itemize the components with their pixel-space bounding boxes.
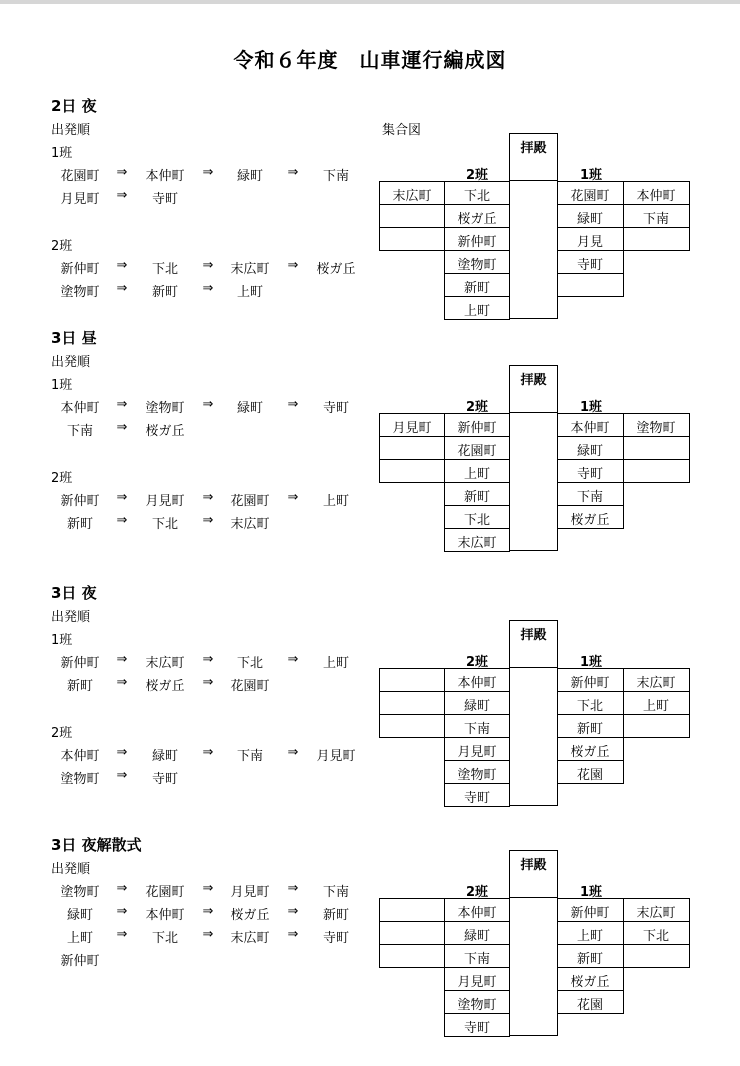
route-town: 花園町 (230, 494, 270, 509)
route-town: 上町 (322, 494, 349, 509)
left-inner-town: 新仲町 (457, 421, 497, 436)
route-town: 末広町 (230, 517, 270, 532)
right-inner-town: 緑町 (576, 212, 603, 227)
route-town: 新町 (66, 517, 93, 532)
route-town: 新町 (322, 908, 349, 923)
left-inner-town: 塗物町 (457, 258, 497, 273)
haiden-divider (509, 412, 558, 413)
right-outer-cell (623, 227, 690, 251)
haiden-column (509, 620, 558, 806)
haiden-label: 拝殿 (520, 628, 547, 643)
left-inner-town: 新町 (463, 490, 490, 505)
right-outer-town: 末広町 (636, 906, 676, 921)
departure-order-label: 出発順 (51, 355, 91, 370)
route-town: 新仲町 (60, 656, 100, 671)
route-town: 緑町 (66, 908, 93, 923)
group1-header: 1班 (579, 168, 603, 183)
right-inner-town: 新仲町 (570, 676, 610, 691)
top-border (0, 0, 740, 4)
left-inner-town: 寺町 (463, 1021, 490, 1036)
left-inner-town: 緑町 (463, 699, 490, 714)
section-title: 2日 夜 (51, 97, 97, 115)
right-inner-town: 桜ガ丘 (570, 513, 610, 528)
arrow-icon: ⇒ (202, 165, 214, 180)
right-inner-town: 寺町 (576, 258, 603, 273)
arrow-icon: ⇒ (287, 927, 299, 942)
left-outer-cell (379, 921, 445, 945)
section-title: 3日 昼 (51, 329, 97, 347)
section-title: 3日 夜 (51, 584, 97, 602)
haiden-column (509, 133, 558, 319)
left-inner-town: 上町 (463, 467, 490, 482)
route-town: 寺町 (322, 931, 349, 946)
arrow-icon: ⇒ (202, 675, 214, 690)
route-town: 下南 (236, 749, 263, 764)
route-town: 月見町 (60, 192, 100, 207)
arrow-icon: ⇒ (116, 927, 128, 942)
right-outer-cell (623, 436, 690, 460)
arrow-icon: ⇒ (116, 420, 128, 435)
arrow-icon: ⇒ (202, 281, 214, 296)
right-outer-cell (623, 944, 690, 968)
route-town: 桜ガ丘 (316, 262, 356, 277)
haiden-divider (509, 897, 558, 898)
right-inner-town: 月見 (576, 235, 603, 250)
route-town: 緑町 (151, 749, 178, 764)
left-outer-town: 末広町 (392, 189, 432, 204)
route-town: 寺町 (151, 192, 178, 207)
route-town: 上町 (66, 931, 93, 946)
left-inner-town: 月見町 (457, 975, 497, 990)
arrow-icon: ⇒ (202, 490, 214, 505)
route-town: 緑町 (236, 169, 263, 184)
arrow-icon: ⇒ (116, 881, 128, 896)
arrow-icon: ⇒ (116, 768, 128, 783)
left-inner-town: 下北 (463, 513, 490, 528)
haiden-label: 拝殿 (520, 141, 547, 156)
haiden-divider (509, 667, 558, 668)
arrow-icon: ⇒ (116, 675, 128, 690)
left-outer-cell (379, 436, 445, 460)
arrow-icon: ⇒ (116, 165, 128, 180)
left-outer-cell (379, 691, 445, 715)
route-town: 下南 (322, 169, 349, 184)
arrow-icon: ⇒ (116, 652, 128, 667)
left-inner-town: 塗物町 (457, 998, 497, 1013)
left-outer-cell (379, 459, 445, 483)
route-town: 新町 (151, 285, 178, 300)
left-outer-cell (379, 714, 445, 738)
right-outer-cell (623, 714, 690, 738)
route-town: 上町 (322, 656, 349, 671)
left-outer-cell (379, 204, 445, 228)
right-inner-town: 下南 (576, 490, 603, 505)
route-town: 本仲町 (145, 169, 185, 184)
arrow-icon: ⇒ (202, 745, 214, 760)
route-town: 下北 (151, 262, 178, 277)
left-outer-cell (379, 668, 445, 692)
right-inner-town: 桜ガ丘 (570, 975, 610, 990)
departure-order-label: 出発順 (51, 862, 91, 877)
arrow-icon: ⇒ (287, 881, 299, 896)
left-inner-town: 本仲町 (457, 906, 497, 921)
group2-header: 2班 (465, 168, 489, 183)
haiden-divider (509, 180, 558, 181)
arrow-icon: ⇒ (116, 281, 128, 296)
route-town: 緑町 (236, 401, 263, 416)
left-inner-town: 下南 (463, 952, 490, 967)
group2-header: 2班 (465, 655, 489, 670)
arrow-icon: ⇒ (287, 490, 299, 505)
arrow-icon: ⇒ (287, 904, 299, 919)
route-town: 下南 (322, 885, 349, 900)
haiden-column (509, 850, 558, 1036)
route-town: 本仲町 (145, 908, 185, 923)
left-inner-town: 下北 (463, 189, 490, 204)
route-town: 寺町 (322, 401, 349, 416)
right-outer-town: 下南 (642, 212, 669, 227)
route-town: 塗物町 (60, 885, 100, 900)
route-town: 花園町 (230, 679, 270, 694)
arrow-icon: ⇒ (287, 397, 299, 412)
route-town: 新町 (66, 679, 93, 694)
route-town: 末広町 (145, 656, 185, 671)
haiden-label: 拝殿 (520, 858, 547, 873)
arrow-icon: ⇒ (202, 904, 214, 919)
arrow-icon: ⇒ (287, 652, 299, 667)
haiden-label: 拝殿 (520, 373, 547, 388)
route-town: 塗物町 (60, 285, 100, 300)
arrow-icon: ⇒ (202, 258, 214, 273)
right-outer-town: 下北 (642, 929, 669, 944)
arrow-icon: ⇒ (116, 188, 128, 203)
group2-label: 2班 (51, 239, 73, 254)
left-inner-town: 本仲町 (457, 676, 497, 691)
arrow-icon: ⇒ (287, 165, 299, 180)
left-outer-town: 月見町 (392, 421, 432, 436)
left-inner-town: 緑町 (463, 929, 490, 944)
arrow-icon: ⇒ (202, 397, 214, 412)
route-town: 下北 (236, 656, 263, 671)
route-town: 花園町 (145, 885, 185, 900)
route-town: 月見町 (316, 749, 356, 764)
route-town: 月見町 (230, 885, 270, 900)
group1-label: 1班 (51, 146, 73, 161)
left-outer-cell (379, 944, 445, 968)
right-inner-town: 新町 (576, 952, 603, 967)
route-town: 新仲町 (60, 494, 100, 509)
group1-header: 1班 (579, 655, 603, 670)
right-inner-town: 桜ガ丘 (570, 745, 610, 760)
route-town: 花園町 (60, 169, 100, 184)
route-town: 寺町 (151, 772, 178, 787)
arrow-icon: ⇒ (202, 881, 214, 896)
group2-label: 2班 (51, 471, 73, 486)
left-inner-town: 新町 (463, 281, 490, 296)
right-outer-cell (623, 459, 690, 483)
arrow-icon: ⇒ (116, 397, 128, 412)
right-inner-town: 花園 (576, 998, 603, 1013)
right-inner-town: 寺町 (576, 467, 603, 482)
route-town: 新仲町 (60, 262, 100, 277)
right-inner-town: 新町 (576, 722, 603, 737)
left-outer-cell (379, 898, 445, 922)
group2-header: 2班 (465, 400, 489, 415)
left-inner-town: 月見町 (457, 745, 497, 760)
route-town: 下北 (151, 931, 178, 946)
right-outer-town: 本仲町 (636, 189, 676, 204)
left-inner-town: 寺町 (463, 791, 490, 806)
left-inner-town: 塗物町 (457, 768, 497, 783)
route-town: 本仲町 (60, 401, 100, 416)
left-inner-town: 末広町 (457, 536, 497, 551)
group1-header: 1班 (579, 400, 603, 415)
left-inner-town: 花園町 (457, 444, 497, 459)
right-inner-town: 新仲町 (570, 906, 610, 921)
route-town: 塗物町 (60, 772, 100, 787)
route-town: 桜ガ丘 (230, 908, 270, 923)
route-town: 下南 (66, 424, 93, 439)
arrow-icon: ⇒ (287, 745, 299, 760)
arrow-icon: ⇒ (202, 513, 214, 528)
right-inner-town: 本仲町 (570, 421, 610, 436)
route-town: 塗物町 (145, 401, 185, 416)
arrow-icon: ⇒ (202, 652, 214, 667)
arrow-icon: ⇒ (116, 745, 128, 760)
route-town: 月見町 (145, 494, 185, 509)
route-town: 桜ガ丘 (145, 679, 185, 694)
left-inner-town: 上町 (463, 304, 490, 319)
left-outer-cell (379, 227, 445, 251)
right-outer-town: 末広町 (636, 676, 676, 691)
route-town: 末広町 (230, 931, 270, 946)
right-inner-town: 上町 (576, 929, 603, 944)
section-title: 3日 夜解散式 (51, 836, 142, 854)
right-inner-cell (557, 273, 624, 297)
departure-order-label: 出発順 (51, 610, 91, 625)
route-town: 本仲町 (60, 749, 100, 764)
group2-header: 2班 (465, 885, 489, 900)
right-outer-town: 上町 (642, 699, 669, 714)
arrow-icon: ⇒ (287, 258, 299, 273)
arrow-icon: ⇒ (202, 927, 214, 942)
group2-label: 2班 (51, 726, 73, 741)
left-inner-town: 桜ガ丘 (457, 212, 497, 227)
page-title: 令和６年度 山車運行編成図 (233, 48, 507, 72)
arrow-icon: ⇒ (116, 904, 128, 919)
assembly-diagram-label: 集合図 (382, 123, 422, 138)
route-town: 新仲町 (60, 954, 100, 969)
route-town: 上町 (236, 285, 263, 300)
right-inner-town: 下北 (576, 699, 603, 714)
group1-header: 1班 (579, 885, 603, 900)
group1-label: 1班 (51, 633, 73, 648)
route-town: 下北 (151, 517, 178, 532)
right-outer-town: 塗物町 (636, 421, 676, 436)
arrow-icon: ⇒ (116, 490, 128, 505)
arrow-icon: ⇒ (116, 258, 128, 273)
route-town: 桜ガ丘 (145, 424, 185, 439)
left-inner-town: 下南 (463, 722, 490, 737)
right-inner-town: 花園町 (570, 189, 610, 204)
haiden-column (509, 365, 558, 551)
route-town: 末広町 (230, 262, 270, 277)
departure-order-label: 出発順 (51, 123, 91, 138)
right-inner-town: 緑町 (576, 444, 603, 459)
left-inner-town: 新仲町 (457, 235, 497, 250)
arrow-icon: ⇒ (116, 513, 128, 528)
group1-label: 1班 (51, 378, 73, 393)
right-inner-town: 花園 (576, 768, 603, 783)
